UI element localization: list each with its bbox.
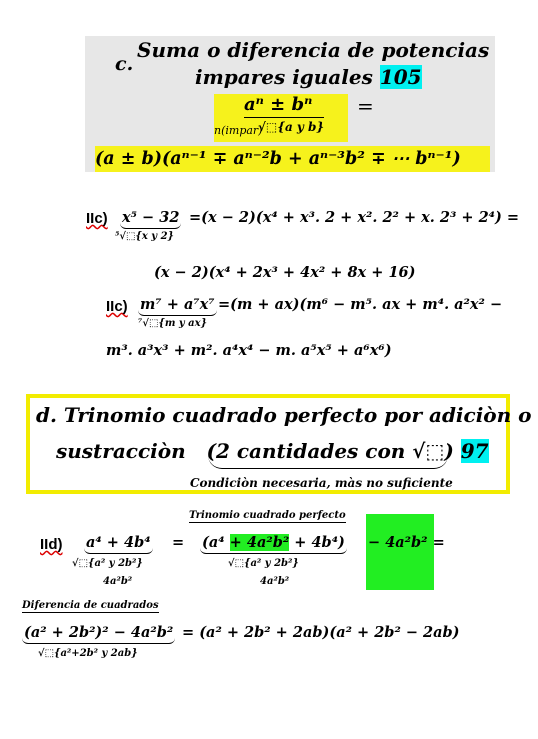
section-d-condition: (2 cantidades con √⬚) <box>206 439 454 463</box>
section-d-box <box>26 394 532 494</box>
example-iid-expression: a⁴ + 4b⁴ <box>84 534 153 554</box>
section-d-title-line1: d. Trinomio cuadrado perfecto por adiciòn o <box>36 403 532 427</box>
example-iic-2-label: IIc) <box>106 298 128 315</box>
diferencia-title: Diferencia de cuadrados <box>22 600 159 611</box>
diferencia-rhs: = (a² + 2b² + 2ab)(a² + 2b² − 2ab) <box>182 624 460 641</box>
section-d-note: Condiciòn necesaria, màs no suficiente <box>190 476 453 490</box>
section-c-expansion: (a ± b)(aⁿ⁻¹ ∓ aⁿ⁻²b + aⁿ⁻³b² ∓ ⋯ bⁿ⁻¹) <box>95 146 490 172</box>
section-d-line2-start: sustracciòn <box>56 439 186 463</box>
section-c-title-text: impares iguales <box>195 65 373 89</box>
section-c-brace <box>244 117 324 118</box>
example-iic-1-label: IIc) <box>86 210 108 227</box>
example-iic-1-rhs: =(x − 2)(x⁴ + x³. 2 + x². 2² + x. 2³ + 2⁴) = <box>189 209 520 226</box>
subtract-term: − 4a²b² = <box>368 534 445 551</box>
section-d-brace <box>208 434 448 469</box>
example-iic-1-result: (x − 2)(x⁴ + 2x³ + 4x² + 8x + 16) <box>154 264 416 281</box>
example-iid-equals: = <box>172 534 185 551</box>
example-iic-1-radical: ⁵√⬚{x y 2} <box>115 231 174 242</box>
example-iic-1-expression: x⁵ − 32 <box>120 209 181 229</box>
example-iic-2-rhs: =(m + ax)(m⁶ − m⁵. ax + m⁴. a²x² − <box>218 296 503 313</box>
trinomio-expr-pre: (a⁴ <box>202 534 225 551</box>
diferencia-radical: √⬚{a²+2b² y 2ab} <box>38 648 138 659</box>
section-c-numerator: aⁿ ± bⁿ <box>244 94 313 115</box>
section-c-box <box>85 36 495 172</box>
section-d-page-ref: 97 <box>460 439 489 463</box>
section-c-title-line1: Suma o diferencia de potencias <box>137 38 490 62</box>
green-highlight-block <box>366 514 434 590</box>
example-iid-radical: √⬚{a² y 2b²} <box>72 558 143 569</box>
section-c-radical: √⬚{a y b} <box>258 120 325 134</box>
section-c-radical-label: n(impar) <box>214 124 263 137</box>
trinomio-title: Trinomio cuadrado perfecto <box>189 510 346 521</box>
section-c-equals: = <box>357 94 374 118</box>
trinomio-radical: √⬚{a² y 2b²} <box>228 558 299 569</box>
section-c-title-line2 <box>195 65 422 89</box>
example-iid-middle-term: 4a²b² <box>103 576 133 587</box>
example-iic-2-expression: m⁷ + a⁷x⁷ <box>138 296 217 316</box>
section-c-formula-box <box>214 94 348 142</box>
section-c-letter: c. <box>115 53 134 75</box>
section-c-page-ref: 105 <box>379 65 422 89</box>
trinomio-middle-term: 4a²b² <box>260 576 290 587</box>
trinomio-expression <box>200 534 347 554</box>
trinomio-expr-highlight: + 4a²b² <box>229 534 290 551</box>
example-iid-label: IId) <box>40 536 63 553</box>
trinomio-expr-post: + 4b⁴) <box>294 534 345 551</box>
diferencia-expression: (a² + 2b²)² − 4a²b² <box>22 624 175 644</box>
example-iic-2-continuation: m³. a³x³ + m². a⁴x⁴ − m. a⁵x⁵ + a⁶x⁶) <box>106 342 392 359</box>
example-iic-2-radical: ⁷√⬚{m y ax} <box>138 318 208 329</box>
